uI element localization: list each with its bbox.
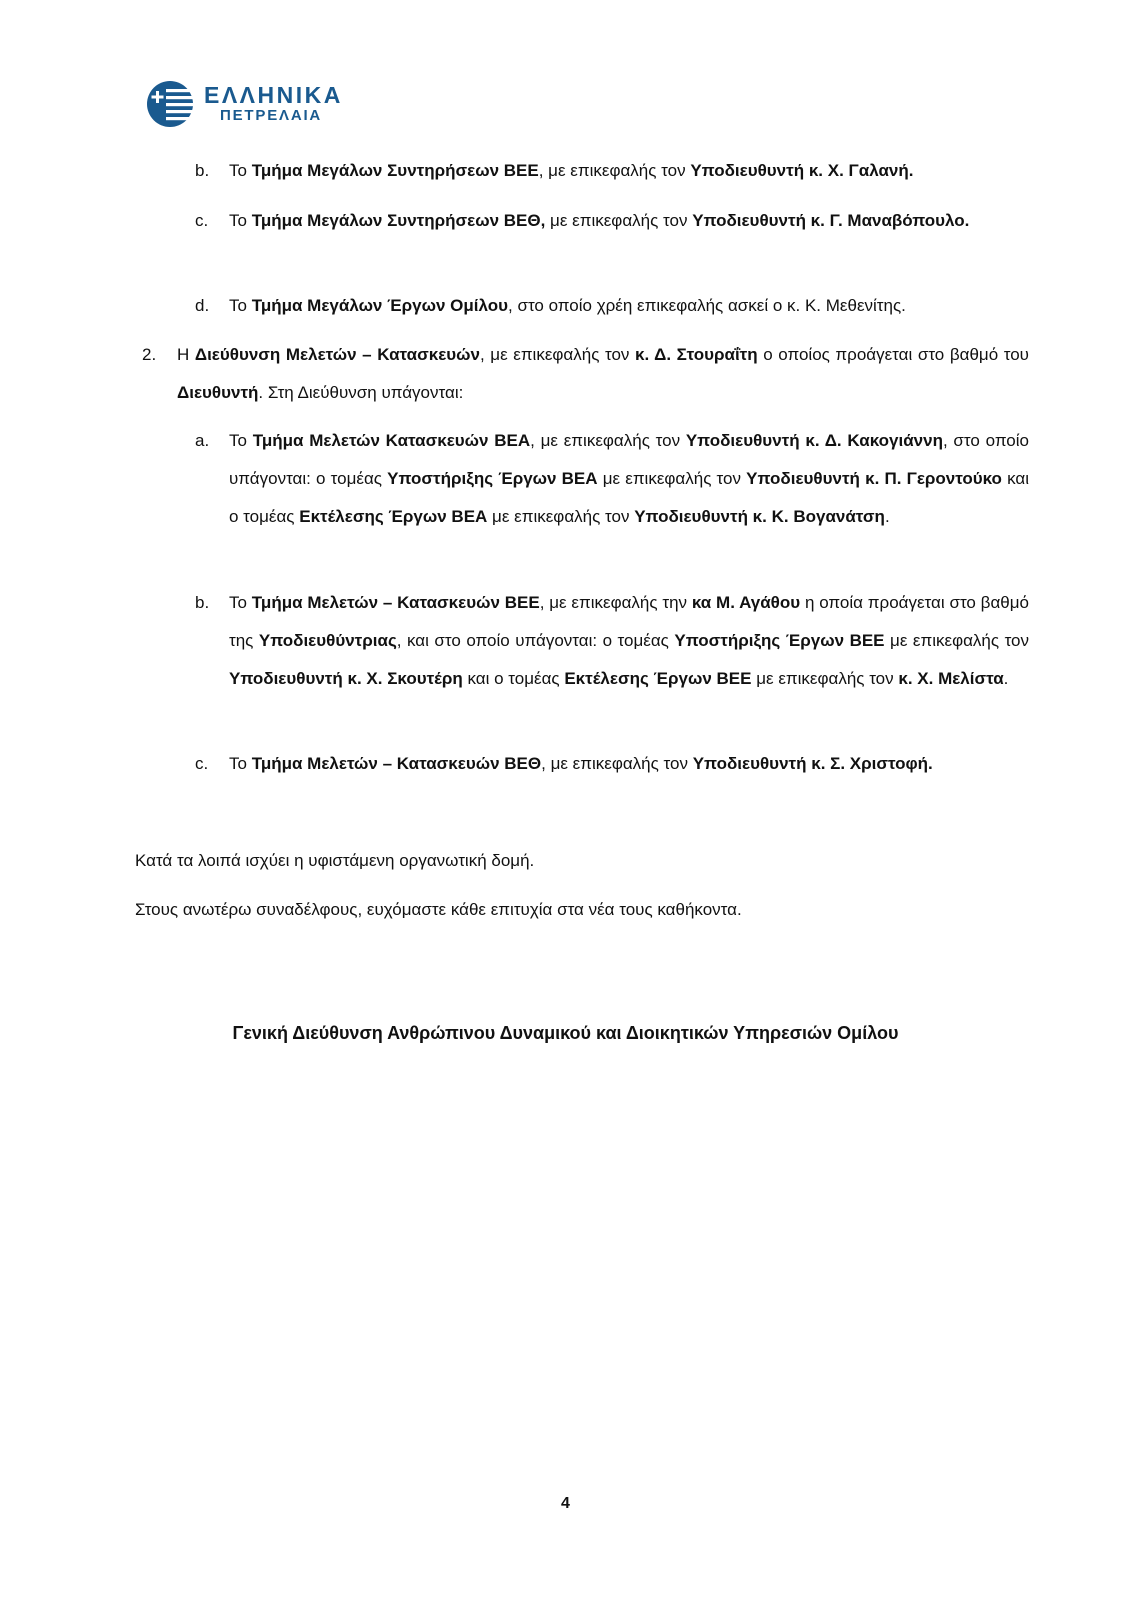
closing-paragraph: Κατά τα λοιπά ισχύει η υφιστάμενη οργανωτική δομή.	[135, 851, 535, 870]
bold-run: Υποδιευθυντή κ. Κ. Βογανάτση	[634, 507, 885, 526]
text-run: με επικεφαλής τον	[884, 631, 1029, 650]
bold-run: κ. Δ. Στουραΐτη	[635, 345, 758, 364]
bold-run: Τμήμα Μελετών Κατασκευών ΒΕΑ	[252, 431, 531, 450]
list-item-2b	[195, 584, 1029, 698]
company-logo	[146, 80, 356, 128]
list-item-1c	[195, 202, 1029, 240]
text-run: , με επικεφαλής την	[539, 593, 692, 612]
signature-department: Γενική Διεύθυνση Ανθρώπινου Δυναμικού και Διοικητικών Υπηρεσιών Ομίλου	[232, 1023, 899, 1043]
text-run: , στο οποίο χρέη επικεφαλής ασκεί ο κ. Κ. Μεθενίτης.	[508, 296, 906, 315]
list-marker: a.	[195, 431, 210, 450]
text-run: Το	[229, 211, 252, 230]
bold-run: Εκτέλεσης Έργων ΒΕΑ	[299, 507, 488, 526]
text-run: .	[1003, 669, 1009, 688]
hellenic-petroleum-emblem-icon	[146, 80, 194, 128]
list-item-2a	[195, 422, 1030, 536]
text-run: Το	[229, 593, 252, 612]
bold-run: Διευθυντή	[177, 383, 259, 402]
bold-run: Υποστήριξης Έργων ΒΕΑ	[387, 469, 598, 488]
text-run: και ο τομέας	[462, 669, 565, 688]
closing-wishes: Στους ανωτέρω συναδέλφους, ευχόμαστε κάθε επιτυχία στα νέα τους καθήκοντα.	[135, 900, 742, 919]
text-run: , και στο οποίο υπάγονται: ο τομέας	[396, 631, 675, 650]
text-run: με επικεφαλής τον	[751, 669, 899, 688]
bold-run: Τμήμα Μελετών – Κατασκευών ΒΕΘ	[251, 754, 542, 773]
bold-run: κα Μ. Αγάθου	[691, 593, 801, 612]
text-run: Το	[229, 161, 252, 180]
bold-run: Υποδιευθυντή κ. Χ. Σκουτέρη	[229, 669, 463, 688]
text-run: , με επικεφαλής τον	[538, 161, 691, 180]
list-item-1d	[195, 287, 1029, 325]
text-run: Το	[229, 296, 252, 315]
bold-run: Τμήμα Μεγάλων Συντηρήσεων ΒΕΕ	[251, 161, 539, 180]
list-item-1b	[195, 152, 1029, 190]
text-run: ο οποίος προάγεται στο βαθμό του	[757, 345, 1029, 364]
bold-run: Εκτέλεσης Έργων ΒΕΕ	[564, 669, 752, 688]
bold-run: Υποστήριξης Έργων ΒΕΕ	[674, 631, 885, 650]
text-run: .	[884, 507, 890, 526]
list-marker: c.	[195, 754, 209, 773]
company-name: ΕΛΛΗΝΙΚΑ	[204, 82, 343, 108]
list-marker: d.	[195, 296, 210, 315]
text-run: Η	[177, 345, 195, 364]
text-run: με επικεφαλής τον	[545, 211, 693, 230]
bold-run: Τμήμα Μεγάλων Συντηρήσεων ΒΕΘ,	[251, 211, 546, 230]
text-run: , με επικεφαλής τον	[530, 431, 686, 450]
company-subtitle: ΠΕΤΡΕΛΑΙΑ	[220, 107, 323, 124]
text-run: με επικεφαλής τον	[487, 507, 635, 526]
text-run: και ο τομέας	[229, 469, 1030, 526]
text-run: Το	[229, 431, 253, 450]
bold-run: Τμήμα Μελετών – Κατασκευών ΒΕΕ	[251, 593, 540, 612]
bold-run: Υποδιευθυντή κ. Γ. Μαναβόπουλο.	[692, 211, 970, 230]
list-marker: c.	[195, 211, 209, 230]
bold-run: Υποδιευθυντή κ. Σ. Χριστοφή.	[692, 754, 933, 773]
bold-run: Υποδιευθυντή κ. Δ. Κακογιάννη	[685, 431, 943, 450]
page-number: 4	[561, 1495, 570, 1512]
list-item-2	[142, 336, 1029, 412]
bold-run: Τμήμα Μεγάλων Έργων Ομίλου	[251, 296, 508, 315]
list-marker: b.	[195, 161, 210, 180]
list-marker: 2.	[142, 345, 157, 364]
bold-run: Υποδιευθυντή κ. Χ. Γαλανή.	[690, 161, 914, 180]
text-run: . Στη Διεύθυνση υπάγονται:	[258, 383, 464, 402]
text-run: , στο οποίο υπάγονται: ο τομέας	[229, 431, 1029, 488]
bold-run: κ. Χ. Μελίστα	[898, 669, 1004, 688]
bold-run: Υποδιευθύντριας	[258, 631, 397, 650]
bold-run: Υποδιευθυντή κ. Π. Γεροντούκο	[746, 469, 1002, 488]
bold-run: Διεύθυνση Μελετών – Κατασκευών	[194, 345, 480, 364]
text-run: Το	[229, 754, 252, 773]
text-run: η οποία προάγεται στο βαθμό της	[229, 593, 1029, 650]
list-item-2c	[195, 745, 1029, 783]
list-marker: b.	[195, 593, 210, 612]
text-run: , με επικεφαλής τον	[479, 345, 635, 364]
text-run: , με επικεφαλής τον	[541, 754, 693, 773]
text-run: με επικεφαλής τον	[597, 469, 747, 488]
